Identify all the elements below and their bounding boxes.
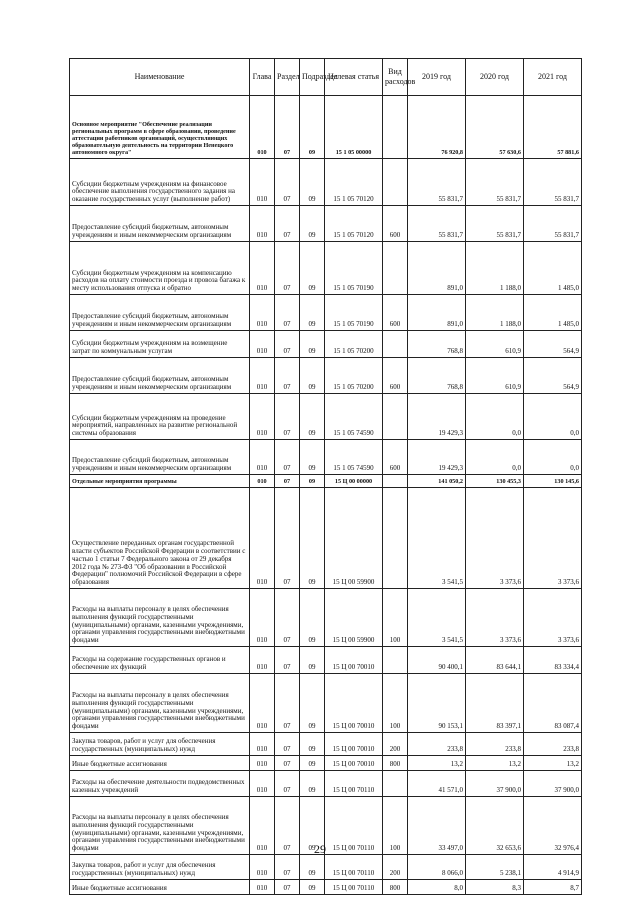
cell-name: Предоставление субсидий бюджетным, автономным учреждениям и иным некоммерческим организациям [70, 358, 250, 394]
cell-y2021: 1 485,0 [524, 242, 582, 295]
table-row [70, 394, 582, 440]
cell-target: 15 Ц 00 70010 [325, 756, 383, 771]
cell-y2021: 8,7 [524, 880, 582, 895]
cell-vid: 600 [383, 440, 408, 475]
cell-name: Расходы на обеспечение деятельности подведомственных казенных учреждений [70, 771, 250, 797]
cell-target: 15 Ц 00 70110 [325, 771, 383, 797]
cell-name: Расходы на выплаты персоналу в целях обеспечения выполнения функций государственными (муниципальными) органами, казенными учреждениями, органами управления государственными внебюджетными фондами [70, 797, 250, 855]
cell-y2021: 3 373,6 [524, 589, 582, 647]
cell-name: Отдельные мероприятия программы [70, 475, 250, 488]
table-row [70, 159, 582, 206]
table-row [70, 488, 582, 589]
cell-y2019: 55 831,7 [408, 206, 466, 242]
cell-target: 15 1 05 70190 [325, 242, 383, 295]
cell-razdel: 07 [275, 394, 300, 440]
table-row [70, 880, 582, 895]
cell-glava: 010 [250, 295, 275, 331]
cell-razdel: 07 [275, 242, 300, 295]
cell-name: Закупка товаров, работ и услуг для обеспечения государственных (муниципальных) нужд [70, 733, 250, 756]
cell-name: Расходы на выплаты персоналу в целях обеспечения выполнения функций государственными (муниципальными) органами, казенными учреждениями, органами управления государственными внебюджетными фондами [70, 674, 250, 733]
cell-glava: 010 [250, 647, 275, 674]
cell-y2020: 3 373,6 [466, 488, 524, 589]
cell-razdel: 07 [275, 358, 300, 394]
cell-name: Расходы на содержание государственных органов и обеспечение их функций [70, 647, 250, 674]
cell-name: Осуществление переданных органам государственной власти субъектов Российской Федерации в соответствии с частью 1 статьи 7 Федерального закона от 29 декабря 2012 года № 273-ФЗ "Об образовании в Российской Федерации" полномочий Российской Федерации в сфере образования [70, 488, 250, 589]
cell-y2020: 610,9 [466, 331, 524, 358]
header-vid: Вид расходов [383, 59, 408, 96]
cell-y2021: 4 914,9 [524, 855, 582, 880]
table-header-row [70, 59, 582, 96]
cell-y2019: 33 497,0 [408, 797, 466, 855]
cell-y2019: 233,8 [408, 733, 466, 756]
table-row [70, 855, 582, 880]
table-row [70, 242, 582, 295]
cell-y2020: 1 188,0 [466, 295, 524, 331]
header-name: Наименование [70, 59, 250, 96]
cell-name: Иные бюджетные ассигнования [70, 880, 250, 895]
cell-y2021: 55 831,7 [524, 206, 582, 242]
table-row [70, 206, 582, 242]
header-2019: 2019 год [408, 59, 466, 96]
cell-target: 15 1 05 74590 [325, 440, 383, 475]
cell-y2021: 57 881,6 [524, 96, 582, 159]
table-row [70, 358, 582, 394]
cell-razdel: 07 [275, 475, 300, 488]
cell-podrazdel: 09 [300, 880, 325, 895]
cell-target: 15 1 05 74590 [325, 394, 383, 440]
cell-target: 15 1 05 70120 [325, 159, 383, 206]
cell-y2020: 32 653,6 [466, 797, 524, 855]
cell-podrazdel: 09 [300, 96, 325, 159]
cell-vid [383, 394, 408, 440]
cell-vid [383, 96, 408, 159]
cell-podrazdel: 09 [300, 733, 325, 756]
header-2021: 2021 год [524, 59, 582, 96]
cell-y2021: 55 831,7 [524, 159, 582, 206]
cell-name: Субсидии бюджетным учреждениям на компенсацию расходов на оплату стоимости проезда и провоза багажа к месту использования отпуска и обратно [70, 242, 250, 295]
cell-name: Субсидии бюджетным учреждениям на проведение мероприятий, направленных на развитие региональной системы образования [70, 394, 250, 440]
cell-y2019: 891,0 [408, 242, 466, 295]
header-podrazdel: Подраздел [300, 59, 325, 96]
cell-name: Предоставление субсидий бюджетным, автономным учреждениям и иным некоммерческим организациям [70, 206, 250, 242]
cell-vid: 800 [383, 756, 408, 771]
cell-podrazdel: 09 [300, 242, 325, 295]
cell-y2020: 55 831,7 [466, 206, 524, 242]
table-row [70, 440, 582, 475]
cell-podrazdel: 09 [300, 358, 325, 394]
cell-vid: 100 [383, 674, 408, 733]
table-row [70, 674, 582, 733]
cell-glava: 010 [250, 756, 275, 771]
cell-razdel: 07 [275, 674, 300, 733]
cell-razdel: 07 [275, 647, 300, 674]
cell-y2019: 8,0 [408, 880, 466, 895]
page-number: 29 [314, 842, 326, 856]
cell-name: Закупка товаров, работ и услуг для обеспечения государственных (муниципальных) нужд [70, 855, 250, 880]
cell-podrazdel: 09 [300, 855, 325, 880]
cell-vid [383, 771, 408, 797]
cell-y2020: 8,3 [466, 880, 524, 895]
cell-y2020: 3 373,6 [466, 589, 524, 647]
cell-name: Субсидии бюджетным учреждениям на финансовое обеспечение выполнения государственного задания на оказание государственных услуг (выполнение работ) [70, 159, 250, 206]
table-row [70, 331, 582, 358]
cell-y2019: 76 920,8 [408, 96, 466, 159]
cell-vid [383, 647, 408, 674]
cell-target: 15 Ц 00 70010 [325, 647, 383, 674]
cell-razdel: 07 [275, 488, 300, 589]
cell-vid [383, 475, 408, 488]
cell-razdel: 07 [275, 797, 300, 855]
cell-y2021: 32 976,4 [524, 797, 582, 855]
cell-razdel: 07 [275, 206, 300, 242]
cell-podrazdel: 09 [300, 771, 325, 797]
cell-razdel: 07 [275, 771, 300, 797]
cell-vid: 100 [383, 797, 408, 855]
cell-target: 15 1 05 70120 [325, 206, 383, 242]
cell-y2020: 83 644,1 [466, 647, 524, 674]
cell-y2020: 13,2 [466, 756, 524, 771]
cell-name: Предоставление субсидий бюджетным, автономным учреждениям и иным некоммерческим организациям [70, 295, 250, 331]
cell-glava: 010 [250, 771, 275, 797]
cell-y2020: 0,0 [466, 440, 524, 475]
cell-name: Расходы на выплаты персоналу в целях обеспечения выполнения функций государственными (муниципальными) органами, казенными учреждениями, органами управления государственными внебюджетными фондами [70, 589, 250, 647]
cell-target: 15 Ц 00 70110 [325, 855, 383, 880]
cell-glava: 010 [250, 242, 275, 295]
table-row [70, 96, 582, 159]
cell-y2021: 233,8 [524, 733, 582, 756]
table-row [70, 475, 582, 488]
cell-y2020: 610,9 [466, 358, 524, 394]
cell-vid [383, 159, 408, 206]
cell-y2021: 1 485,0 [524, 295, 582, 331]
cell-vid: 200 [383, 733, 408, 756]
cell-podrazdel: 09 [300, 756, 325, 771]
cell-podrazdel: 09 [300, 475, 325, 488]
cell-razdel: 07 [275, 96, 300, 159]
cell-target: 15 Ц 00 70010 [325, 733, 383, 756]
cell-razdel: 07 [275, 733, 300, 756]
cell-glava: 010 [250, 589, 275, 647]
cell-razdel: 07 [275, 159, 300, 206]
cell-y2019: 768,8 [408, 358, 466, 394]
cell-name: Предоставление субсидий бюджетным, автономным учреждениям и иным некоммерческим организациям [70, 440, 250, 475]
cell-glava: 010 [250, 331, 275, 358]
cell-glava: 010 [250, 440, 275, 475]
table-row [70, 733, 582, 756]
cell-target: 15 Ц 00 70110 [325, 880, 383, 895]
cell-razdel: 07 [275, 855, 300, 880]
cell-razdel: 07 [275, 295, 300, 331]
header-razdel: Раздел [275, 59, 300, 96]
cell-glava: 010 [250, 880, 275, 895]
cell-glava: 010 [250, 488, 275, 589]
cell-target: 15 Ц 00 70110 [325, 797, 383, 855]
cell-glava: 010 [250, 159, 275, 206]
cell-podrazdel: 09 [300, 295, 325, 331]
cell-name: Иные бюджетные ассигнования [70, 756, 250, 771]
cell-vid [383, 331, 408, 358]
cell-name: Основное мероприятие "Обеспечение реализации региональных программ в сфере образования, проведение аттестации работников организаций, осуществляющих образовательную деятельность на территории Ненецкого автономного округа" [70, 96, 250, 159]
header-glava: Глава [250, 59, 275, 96]
cell-target: 15 1 05 70200 [325, 331, 383, 358]
cell-razdel: 07 [275, 440, 300, 475]
cell-glava: 010 [250, 855, 275, 880]
cell-y2021: 83 334,4 [524, 647, 582, 674]
cell-vid [383, 242, 408, 295]
table-row [70, 647, 582, 674]
cell-y2021: 564,9 [524, 358, 582, 394]
cell-y2020: 233,8 [466, 733, 524, 756]
cell-y2021: 564,9 [524, 331, 582, 358]
cell-glava: 010 [250, 475, 275, 488]
cell-y2021: 37 900,0 [524, 771, 582, 797]
cell-glava: 010 [250, 674, 275, 733]
cell-vid [383, 488, 408, 589]
cell-glava: 010 [250, 797, 275, 855]
cell-y2019: 19 429,3 [408, 440, 466, 475]
cell-y2019: 141 050,2 [408, 475, 466, 488]
cell-y2019: 891,0 [408, 295, 466, 331]
cell-target: 15 1 05 70200 [325, 358, 383, 394]
cell-y2021: 83 087,4 [524, 674, 582, 733]
cell-podrazdel: 09 [300, 674, 325, 733]
cell-y2019: 3 541,5 [408, 589, 466, 647]
cell-podrazdel: 09 [300, 159, 325, 206]
budget-table [69, 58, 582, 895]
cell-target: 15 1 05 70190 [325, 295, 383, 331]
cell-podrazdel: 09 [300, 797, 325, 855]
cell-glava: 010 [250, 206, 275, 242]
cell-razdel: 07 [275, 331, 300, 358]
cell-y2019: 19 429,3 [408, 394, 466, 440]
cell-y2021: 0,0 [524, 394, 582, 440]
cell-vid: 100 [383, 589, 408, 647]
cell-vid: 800 [383, 880, 408, 895]
cell-vid: 600 [383, 206, 408, 242]
cell-target: 15 Ц 00 00000 [325, 475, 383, 488]
table-body [70, 96, 582, 895]
cell-glava: 010 [250, 358, 275, 394]
cell-glava: 010 [250, 733, 275, 756]
cell-y2020: 0,0 [466, 394, 524, 440]
cell-vid: 600 [383, 295, 408, 331]
cell-y2019: 3 541,5 [408, 488, 466, 589]
table-row [70, 295, 582, 331]
cell-name: Субсидии бюджетным учреждениям на возмещение затрат по коммунальным услугам [70, 331, 250, 358]
cell-target: 15 1 05 00000 [325, 96, 383, 159]
cell-razdel: 07 [275, 756, 300, 771]
cell-y2019: 768,8 [408, 331, 466, 358]
cell-podrazdel: 09 [300, 488, 325, 589]
cell-glava: 010 [250, 394, 275, 440]
cell-target: 15 Ц 00 59900 [325, 589, 383, 647]
table-row [70, 589, 582, 647]
cell-podrazdel: 09 [300, 206, 325, 242]
cell-target: 15 Ц 00 59900 [325, 488, 383, 589]
cell-y2019: 13,2 [408, 756, 466, 771]
cell-vid: 200 [383, 855, 408, 880]
cell-target: 15 Ц 00 70010 [325, 674, 383, 733]
cell-vid: 600 [383, 358, 408, 394]
cell-y2019: 41 571,0 [408, 771, 466, 797]
header-2020: 2020 год [466, 59, 524, 96]
cell-podrazdel: 09 [300, 440, 325, 475]
cell-y2020: 83 397,1 [466, 674, 524, 733]
cell-y2019: 90 400,1 [408, 647, 466, 674]
cell-y2020: 5 238,1 [466, 855, 524, 880]
cell-y2020: 37 900,0 [466, 771, 524, 797]
cell-razdel: 07 [275, 880, 300, 895]
cell-y2020: 130 455,3 [466, 475, 524, 488]
cell-y2021: 13,2 [524, 756, 582, 771]
header-target: Целевая статья [325, 59, 383, 96]
cell-y2021: 3 373,6 [524, 488, 582, 589]
cell-y2019: 55 831,7 [408, 159, 466, 206]
table-row [70, 771, 582, 797]
cell-podrazdel: 09 [300, 589, 325, 647]
cell-y2021: 0,0 [524, 440, 582, 475]
cell-podrazdel: 09 [300, 647, 325, 674]
cell-y2019: 90 153,1 [408, 674, 466, 733]
cell-y2020: 1 188,0 [466, 242, 524, 295]
cell-y2019: 8 066,0 [408, 855, 466, 880]
cell-y2020: 57 630,6 [466, 96, 524, 159]
cell-y2020: 55 831,7 [466, 159, 524, 206]
cell-razdel: 07 [275, 589, 300, 647]
cell-podrazdel: 09 [300, 394, 325, 440]
cell-podrazdel: 09 [300, 331, 325, 358]
table-row [70, 756, 582, 771]
cell-glava: 010 [250, 96, 275, 159]
cell-y2021: 130 145,6 [524, 475, 582, 488]
